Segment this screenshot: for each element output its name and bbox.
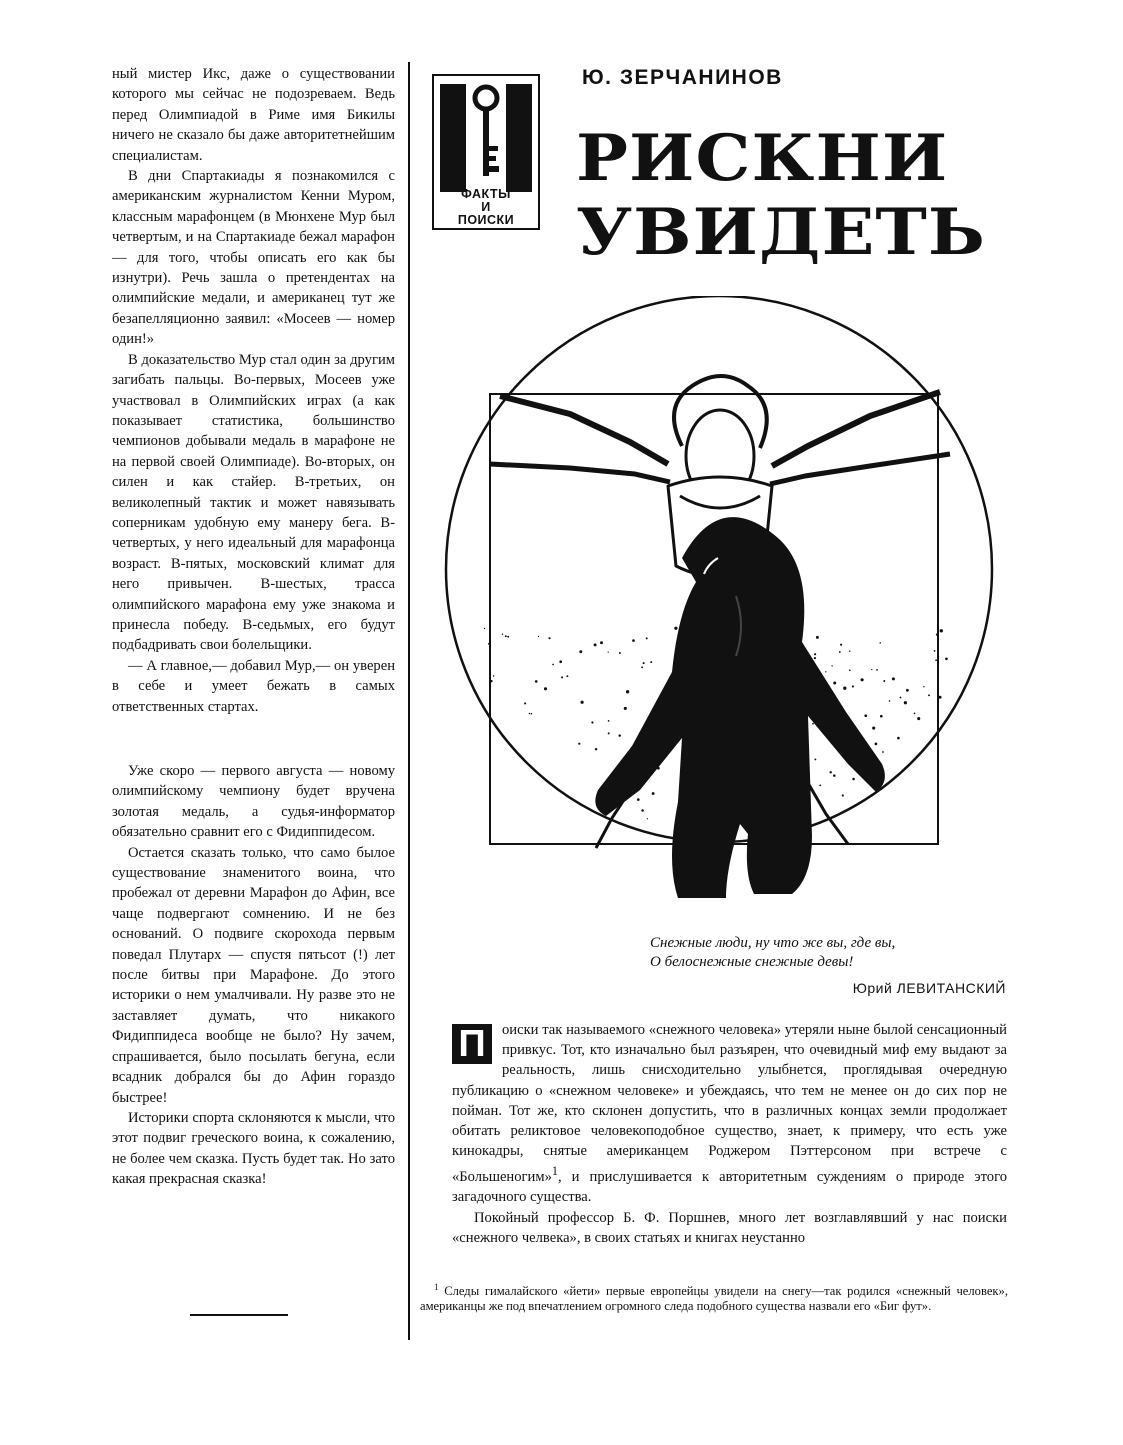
section-gap	[112, 717, 395, 761]
badge-label	[434, 188, 538, 227]
epigraph-author: Юрий ЛЕВИТАНСКИЙ	[852, 980, 1006, 996]
drop-cap-letter: П	[458, 1023, 486, 1065]
article-body	[452, 1020, 1007, 1248]
left-paragraph: — А главное,— добавил Мур,— он уверен в себе и умеет бежать в самых ответственных стартах.	[112, 657, 395, 715]
badge-bar-right	[506, 84, 532, 192]
article-title	[576, 121, 986, 270]
footnote-reference: 1	[551, 1164, 558, 1179]
left-paragraph: Уже скоро — первого августа — новому олимпийскому чемпиону будет вручена золотая медаль, а судья-информатор обязательно сравнит его с Фидиппидесом.	[112, 763, 395, 841]
paragraph-text: оиски так называемого «снежного человека» утеряли ныне былой сенсационный привкус. Тот, кто изначально был разъярен, что очевидный миф ему выдают за реальность, лишь снисходительно улыбнется, проглядывая очередную публикацию о «снежном человеке» и убеждаясь, что тем не менее он до сих пор не пойман. Тот же, кто склонен допустить, что в различных концах земли продолжает обитать реликтовое человекоподобное существо, знает, к примеру, что есть уже кинокадры, снятые американцем Роджером Пэттерсоном при встрече с «Большеногим»	[452, 1022, 1007, 1186]
badge-line: И	[481, 200, 491, 214]
left-paragraph: ный мистер Икс, даже о существовании которого мы сейчас не подозреваем. Ведь перед Олимпиадой в Риме имя Бикилы ничего не сказало бы даже авторитетнейшим специалистам.	[112, 66, 395, 164]
left-paragraph: Остается сказать только, что само былое существование знаменитого воина, что пробежал от деревни Марафон до Афин, все чаще подвергают сомнению. И не без оснований. О подвиге скорохода первым поведал Плутарх — спустя пятьсот (!) лет после битвы при Марафоне. До этого историки о нем умалчивали. Ну разве это не заставляет думать, что никакого Фидиппидеса вообще не было? Ну зачем, спрашивается, было посылать бегуна, если всадник добрался бы до Афин гораздо быстрее!	[112, 844, 395, 1106]
title-line: РИСКНИ	[576, 121, 949, 196]
left-paragraph: Историки спорта склоняются к мысли, что этот подвиг греческого воина, к сожалению, не более чем сказка. Пусть будет так. Но зато какая прекрасная сказка!	[112, 1109, 395, 1188]
epigraph	[650, 934, 980, 972]
key-icon	[468, 84, 504, 190]
article-author: Ю. ЗЕРЧАНИНОВ	[582, 66, 783, 89]
paragraph-text: , и прислушивается к авторитетным суждениям о природе этого загадочного существа.	[452, 1169, 1007, 1206]
footnote-text	[420, 1280, 1008, 1313]
column-divider	[408, 62, 410, 1340]
footnote-body: Следы гималайского «йети» первые европейцы увидели на снегу—так родился «снежный человек», американцы же под впечатлением огромного следа подобного существа назвали его «Биг фут».	[420, 1284, 1008, 1313]
left-paragraph: В доказательство Мур стал один за другим загибать пальцы. Во-первых, Мосеев уже участвовал в Олимпийских играх (а как показывает статистика, большинство чемпионов добывали медаль в марафоне не на первой своей Олимпиаде). Во-вторых, он силен и как стайер. В-третьих, он великолепный тактик и может навязывать соперникам удобную ему манеру бега. В-четвертых, у него идеальный для марафонца возраст. В-пятых, московский климат для него привычен. В-шестых, трасса олимпийского марафона ему уже знакома и принесла победу. В-седьмых, его будут подбадривать свои болельщики.	[112, 351, 395, 654]
end-rule	[190, 1314, 288, 1316]
badge-line: ФАКТЫ	[461, 187, 511, 201]
footnote	[420, 1280, 1008, 1313]
badge-bar-left	[440, 84, 466, 192]
rubric-badge	[432, 74, 540, 230]
badge-line: ПОИСКИ	[457, 213, 515, 227]
article-paragraph: Покойный профессор Б. Ф. Поршнев, много лет возглавлявший у нас поиски «снежного челвека», в своих статьях и книгах неустанно	[452, 1209, 1007, 1246]
epigraph-line: Снежные люди, ну что же вы, где вы,	[650, 935, 896, 951]
left-column	[112, 64, 395, 1190]
title-line: УВИДЕТЬ	[576, 195, 986, 270]
vitruvian-yeti-illustration	[420, 296, 1020, 908]
drop-cap	[452, 1024, 492, 1064]
article-paragraph	[452, 1020, 1007, 1208]
left-paragraph: В дни Спартакиады я познакомился с американским журналистом Кенни Муром, классным марафонцем (в Мюнхене Мур был четвертым, и на Спартакиаде бежал марафон — для того, чтобы описать его как бы изнутри). Речь зашла о претендентах на олимпийские медали, и американец тут же безапелляционно заявил: «Мосеев — номер один!»	[112, 168, 395, 348]
epigraph-line: О белоснежные снежные девы!	[650, 954, 854, 970]
footnote-marker: 1	[434, 1282, 439, 1292]
